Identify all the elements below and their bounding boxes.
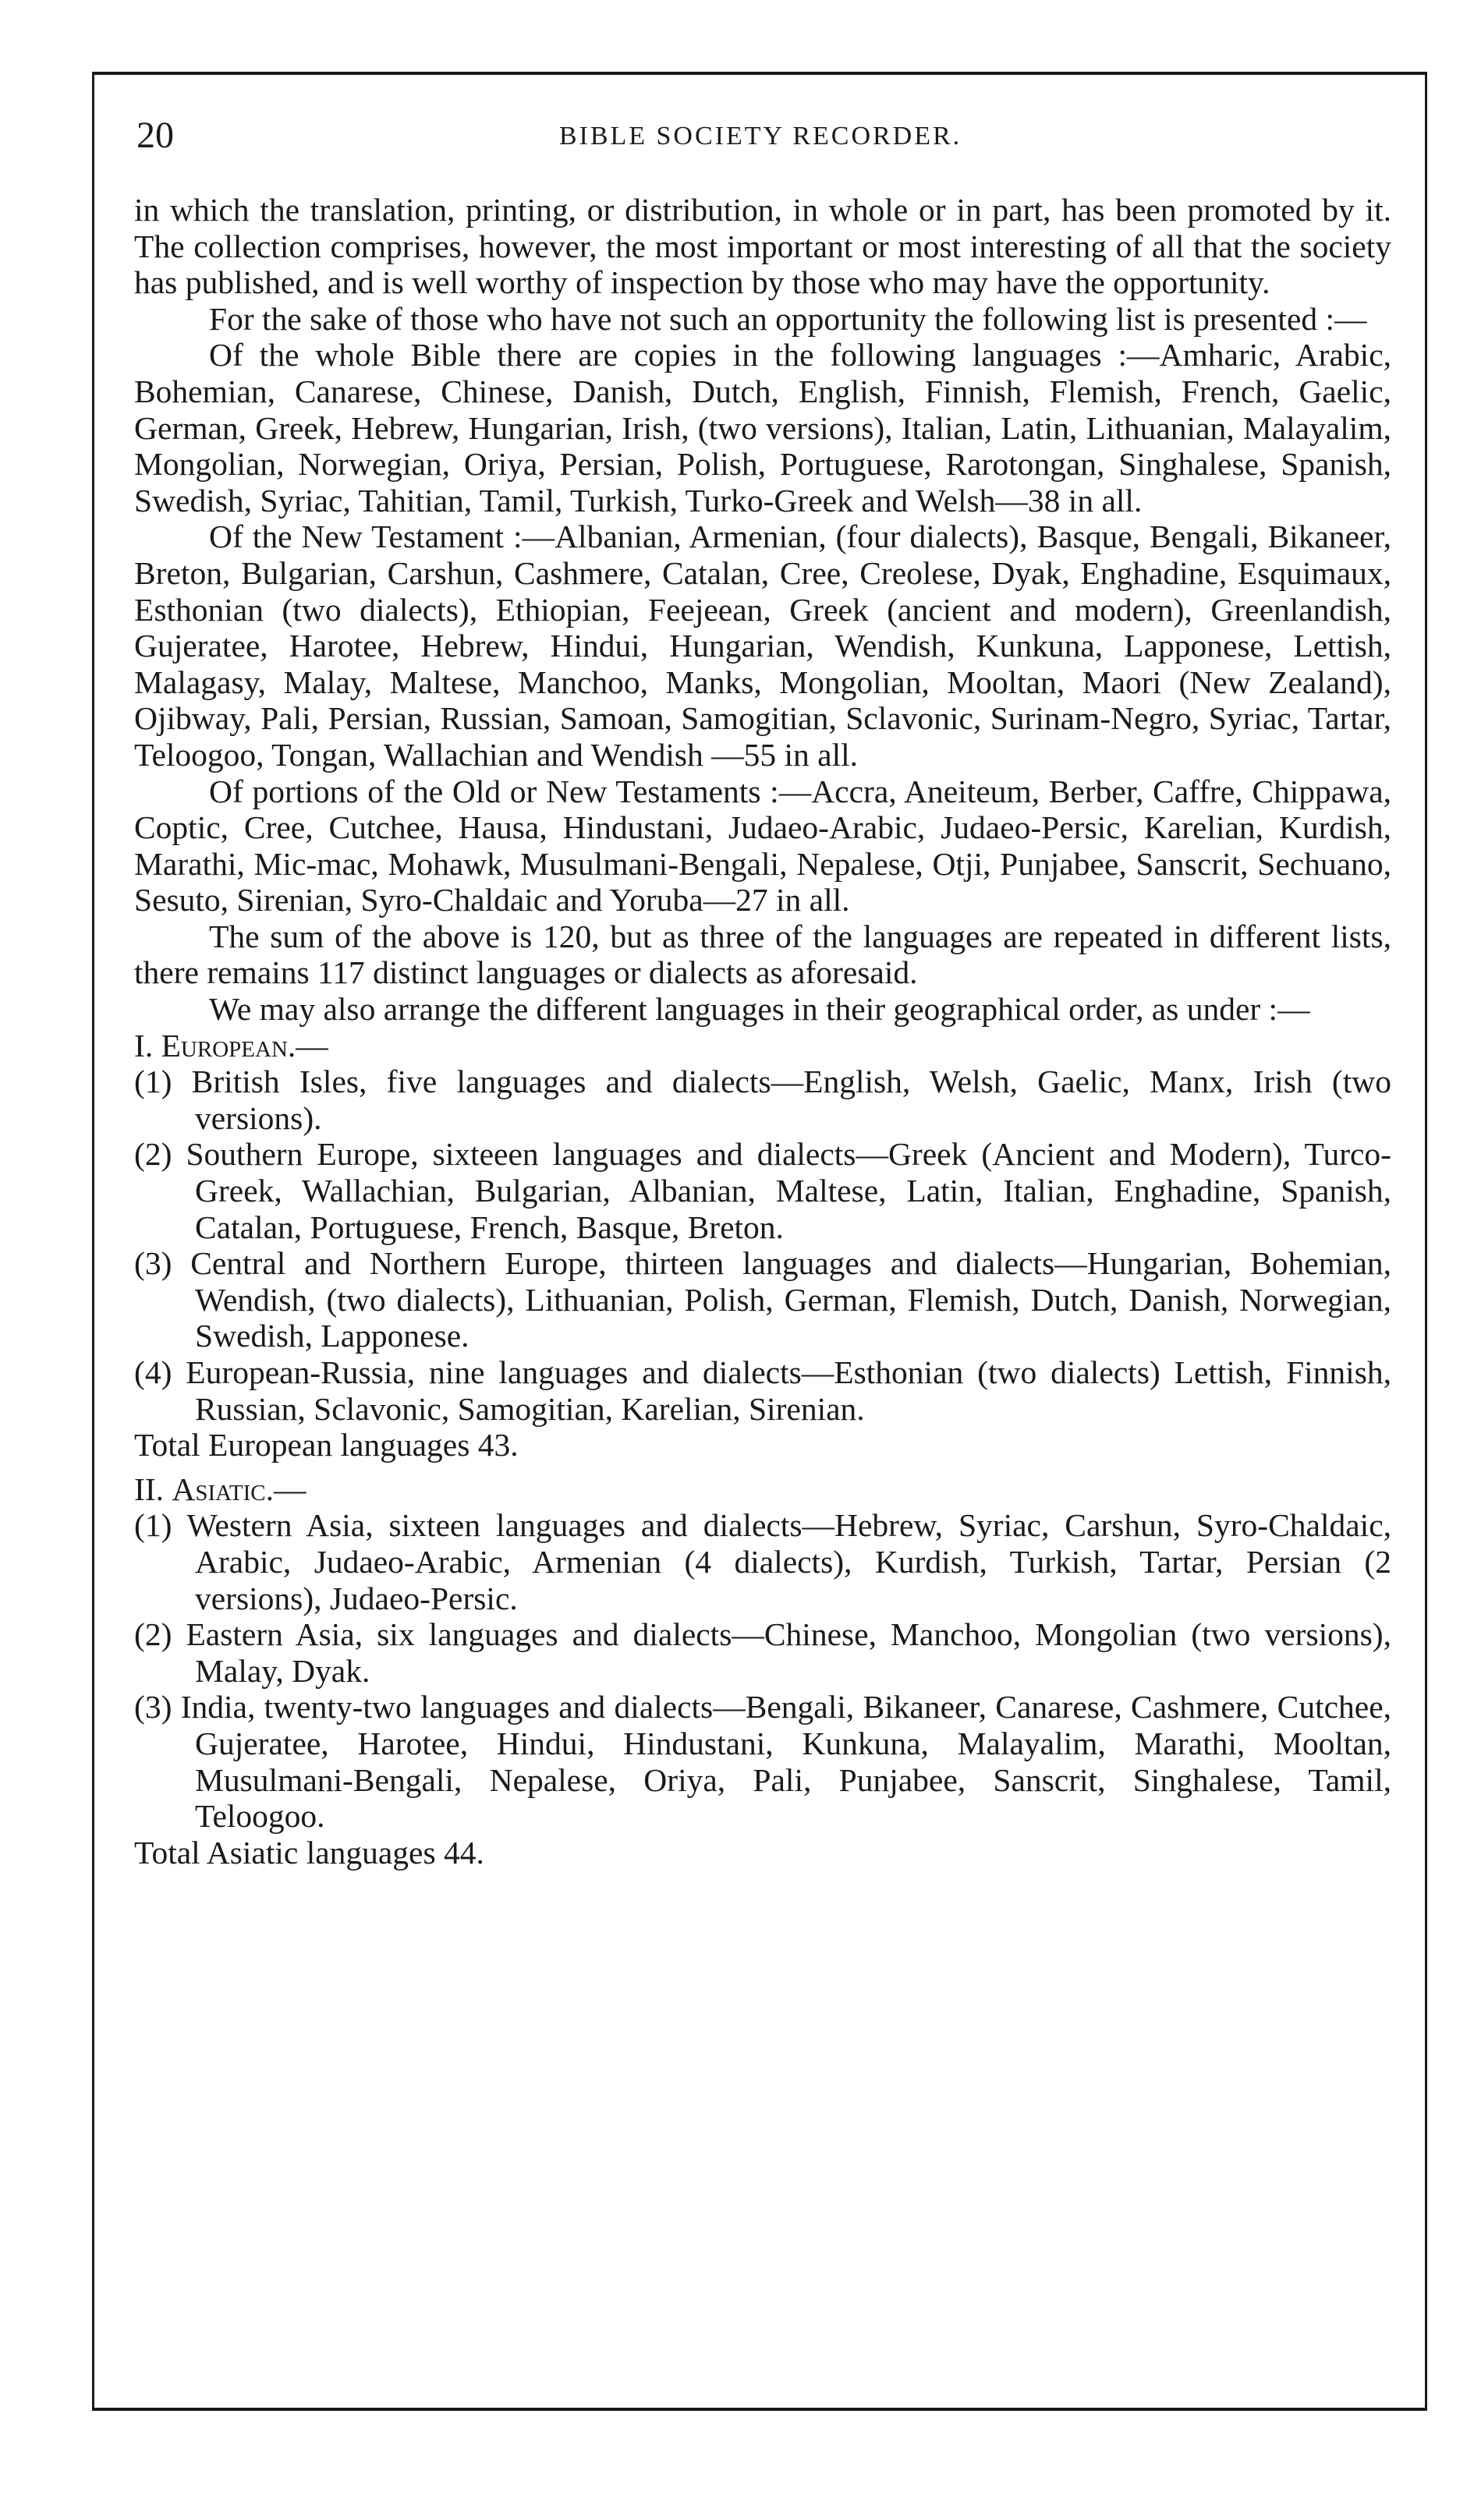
list-item: (2) Southern Europe, sixteeen languages and dialects—Greek (Ancient and Modern), Turco-Greek, Wallachian, Bulgarian, Albanian, Maltese, Latin, Italian, Enghadine, Spanish, Catalan, Portuguese, French, Basque, Breton. <box>134 1136 1392 1245</box>
section-numeral: II. <box>134 1471 165 1507</box>
page-header <box>129 117 1392 172</box>
geographical-paragraph: We may also arrange the different languages in their geographical order, as under :— <box>209 991 1310 1028</box>
running-title: BIBLE SOCIETY RECORDER. <box>558 122 962 150</box>
list-item: (1) Western Asia, sixteen languages and dialects—Hebrew, Syriac, Carshun, Syro-Chaldaic, Arabic, Judaeo-Arabic, Armenian (4 dialects), Kurdish, Turkish, Tartar, Persian (2 versions), Judaeo-Persic. <box>134 1507 1391 1616</box>
article-body <box>134 192 1391 1871</box>
intro-paragraph: in which the translation, printing, or distribution, in whole or in part, has been promoted by it. The collection comprises, however, the most important or most interesting of all that the society has published, and is well worthy of inspection by those who may have the opportunity. <box>134 192 1391 301</box>
list-item: (3) India, twenty-two languages and dialects—Bengali, Bikaneer, Canarese, Cashmere, Cutchee, Gujeratee, Harotee, Hindui, Hindustani, Kunkuna, Malayalim, Marathi, Mooltan, Musulmani-Bengali, Nepalese, Oriya, Pali, Punjabee, Sanscrit, Singhalese, Tamil, Teloogoo. <box>134 1689 1392 1835</box>
section-heading-european <box>134 1028 1391 1064</box>
new-testament-paragraph: Of the New Testament :—Albanian, Armenian, (four dialects), Basque, Bengali, Bikaneer, Breton, Bulgarian, Carshun, Cashmere, Catalan, Cree, Creolese, Dyak, Enghadine, Esquimaux, Esthonian (two dialects), Ethiopian, Feejeean, Greek (ancient and modern), Greenlandish, Gujeratee, Harotee, Hebrew, Hindui, Hungarian, Wendish, Kunkuna, Lapponese, Lettish, Malagasy, Malay, Maltese, Manchoo, Manks, Mongolian, Mooltan, Maori (New Zealand), Ojibway, Pali, Persian, Russian, Samoan, Samogitian, Sclavonic, Surinam-Negro, Syriac, Tartar, Teloogoo, Tongan, Wallachian and Wendish —55 in all. <box>134 519 1391 773</box>
section-title: Asiatic.— <box>172 1471 306 1507</box>
section-total-asiatic: Total Asiatic languages 44. <box>134 1834 484 1871</box>
sum-paragraph: The sum of the above is 120, but as three of the languages are repeated in different lists, there remains 117 distinct languages or dialects as aforesaid. <box>134 918 1391 991</box>
section-heading-asiatic <box>134 1471 1391 1508</box>
list-item: (2) Eastern Asia, six languages and dialects—Chinese, Manchoo, Mongolian (two versions), Malay, Dyak. <box>134 1616 1391 1689</box>
list-intro-paragraph: For the sake of those who have not such an opportunity the following list is presented :— <box>209 300 1367 337</box>
section-title: European.— <box>161 1027 328 1064</box>
list-item: (3) Central and Northern Europe, thirteen languages and dialects—Hungarian, Bohemian, Wendish, (two dialects), Lithuanian, Polish, German, Flemish, Dutch, Danish, Norwegian, Swedish, Lapponese. <box>134 1245 1391 1354</box>
section-numeral: I. <box>134 1027 154 1064</box>
section-total-european: Total European languages 43. <box>134 1427 519 1464</box>
page-number: 20 <box>136 115 174 156</box>
list-item: (1) British Isles, five languages and dialects—English, Welsh, Gaelic, Manx, Irish (two versions). <box>134 1064 1391 1136</box>
portions-paragraph: Of portions of the Old or New Testaments :—Accra, Aneiteum, Berber, Caffre, Chippawa, Coptic, Cree, Cutchee, Hausa, Hindustani, Judaeo-Arabic, Judaeo-Persic, Karelian, Kurdish, Marathi, Mic-mac, Mohawk, Musulmani-Bengali, Nepalese, Otji, Punjabee, Sanscrit, Sechuano, Sesuto, Sirenian, Syro-Chaldaic and Yoruba—27 in all. <box>134 773 1391 918</box>
list-item: (4) European-Russia, nine languages and dialects—Esthonian (two dialects) Lettish, Finnish, Russian, Sclavonic, Samogitian, Karelian, Sirenian. <box>134 1354 1391 1427</box>
whole-bible-paragraph: Of the whole Bible there are copies in the following languages :—Amharic, Arabic, Bohemian, Canarese, Chinese, Danish, Dutch, English, Finnish, Flemish, French, Gaelic, German, Greek, Hebrew, Hungarian, Irish, (two versions), Italian, Latin, Lithuanian, Malayalim, Mongolian, Norwegian, Oriya, Persian, Polish, Portuguese, Rarotongan, Singhalese, Spanish, Swedish, Syriac, Tahitian, Tamil, Turkish, Turko-Greek and Welsh—38 in all. <box>134 337 1391 519</box>
